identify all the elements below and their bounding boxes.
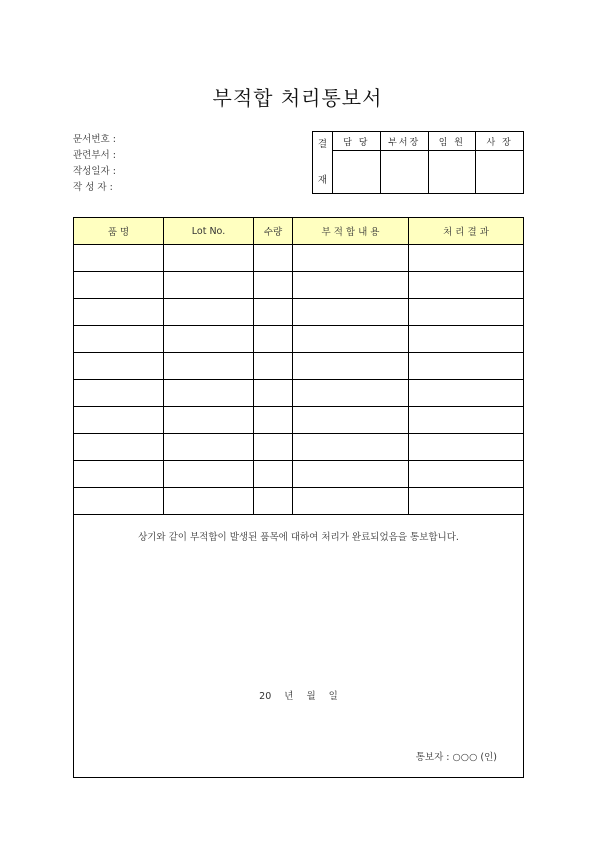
notice-message: 상기와 같이 부적합이 발생된 품목에 대하여 처리가 완료되었음을 통보합니다. bbox=[138, 532, 459, 543]
approval-header-executive: 임 원 bbox=[428, 132, 476, 151]
result-cell[interactable] bbox=[409, 326, 524, 353]
item-name-cell[interactable] bbox=[74, 245, 164, 272]
col-header-nonconformance: 부 적 합 내 용 bbox=[293, 218, 409, 245]
approval-sign-staff[interactable] bbox=[333, 151, 381, 194]
lot-no-cell[interactable] bbox=[164, 353, 254, 380]
table-row bbox=[74, 245, 524, 272]
quantity-cell[interactable] bbox=[254, 434, 293, 461]
table-row bbox=[74, 434, 524, 461]
document-meta bbox=[73, 132, 116, 196]
table-row bbox=[74, 380, 524, 407]
item-name-cell[interactable] bbox=[74, 353, 164, 380]
nonconformance-cell[interactable] bbox=[293, 380, 409, 407]
result-cell[interactable] bbox=[409, 353, 524, 380]
quantity-cell[interactable] bbox=[254, 407, 293, 434]
col-header-lot-no: Lot No. bbox=[164, 218, 254, 245]
nonconformance-cell[interactable] bbox=[293, 407, 409, 434]
approval-sign-executive[interactable] bbox=[428, 151, 476, 194]
lot-no-cell[interactable] bbox=[164, 380, 254, 407]
approval-side-char-2: 재 bbox=[317, 174, 328, 186]
result-cell[interactable] bbox=[409, 299, 524, 326]
item-name-cell[interactable] bbox=[74, 434, 164, 461]
lot-no-cell[interactable] bbox=[164, 461, 254, 488]
table-row bbox=[74, 488, 524, 515]
author-label: 작 성 자 : bbox=[73, 182, 113, 193]
item-name-cell[interactable] bbox=[74, 461, 164, 488]
result-cell[interactable] bbox=[409, 407, 524, 434]
col-header-item-name: 품 명 bbox=[74, 218, 164, 245]
lot-no-cell[interactable] bbox=[164, 299, 254, 326]
table-row bbox=[74, 353, 524, 380]
written-date-label: 작성일자 : bbox=[73, 166, 116, 177]
result-cell[interactable] bbox=[409, 434, 524, 461]
quantity-cell[interactable] bbox=[254, 299, 293, 326]
table-row bbox=[74, 326, 524, 353]
lot-no-cell[interactable] bbox=[164, 407, 254, 434]
nonconformance-cell[interactable] bbox=[293, 488, 409, 515]
result-cell[interactable] bbox=[409, 461, 524, 488]
table-row bbox=[74, 407, 524, 434]
approval-side-label bbox=[313, 132, 333, 194]
result-cell[interactable] bbox=[409, 245, 524, 272]
approval-sign-president[interactable] bbox=[476, 151, 524, 194]
table-row bbox=[74, 272, 524, 299]
lot-no-cell[interactable] bbox=[164, 245, 254, 272]
lot-no-cell[interactable] bbox=[164, 272, 254, 299]
lot-no-cell[interactable] bbox=[164, 326, 254, 353]
item-name-cell[interactable] bbox=[74, 488, 164, 515]
item-name-cell[interactable] bbox=[74, 326, 164, 353]
nonconformance-cell[interactable] bbox=[293, 245, 409, 272]
quantity-cell[interactable] bbox=[254, 380, 293, 407]
approval-side-char-1: 결 bbox=[317, 138, 328, 150]
col-header-result: 처 리 결 과 bbox=[409, 218, 524, 245]
notice-reporter: 통보자 : ○○○ (인) bbox=[415, 752, 497, 763]
table-row bbox=[74, 461, 524, 488]
result-cell[interactable] bbox=[409, 380, 524, 407]
approval-box bbox=[312, 131, 524, 194]
item-name-cell[interactable] bbox=[74, 299, 164, 326]
item-name-cell[interactable] bbox=[74, 272, 164, 299]
lot-no-cell[interactable] bbox=[164, 434, 254, 461]
approval-header-president: 사 장 bbox=[476, 132, 524, 151]
result-cell[interactable] bbox=[409, 488, 524, 515]
item-name-cell[interactable] bbox=[74, 407, 164, 434]
quantity-cell[interactable] bbox=[254, 488, 293, 515]
table-row bbox=[74, 299, 524, 326]
approval-header-staff: 담 당 bbox=[333, 132, 381, 151]
nonconformance-table bbox=[73, 217, 524, 515]
doc-number-label: 문서번호 : bbox=[73, 134, 116, 145]
nonconformance-cell[interactable] bbox=[293, 434, 409, 461]
nonconformance-cell[interactable] bbox=[293, 353, 409, 380]
nonconformance-cell[interactable] bbox=[293, 272, 409, 299]
nonconformance-cell[interactable] bbox=[293, 326, 409, 353]
quantity-cell[interactable] bbox=[254, 326, 293, 353]
nonconformance-cell[interactable] bbox=[293, 461, 409, 488]
result-cell[interactable] bbox=[409, 272, 524, 299]
lot-no-cell[interactable] bbox=[164, 488, 254, 515]
item-name-cell[interactable] bbox=[74, 380, 164, 407]
quantity-cell[interactable] bbox=[254, 245, 293, 272]
notice-box bbox=[73, 512, 524, 778]
quantity-cell[interactable] bbox=[254, 461, 293, 488]
nonconformance-cell[interactable] bbox=[293, 299, 409, 326]
col-header-quantity: 수량 bbox=[254, 218, 293, 245]
quantity-cell[interactable] bbox=[254, 272, 293, 299]
notice-date: 20 년 월 일 bbox=[259, 691, 338, 702]
approval-header-dept-head: 부서장 bbox=[380, 132, 428, 151]
quantity-cell[interactable] bbox=[254, 353, 293, 380]
document-title: 부적합 처리통보서 bbox=[212, 86, 383, 110]
approval-sign-dept-head[interactable] bbox=[380, 151, 428, 194]
related-dept-label: 관련부서 : bbox=[73, 150, 116, 161]
